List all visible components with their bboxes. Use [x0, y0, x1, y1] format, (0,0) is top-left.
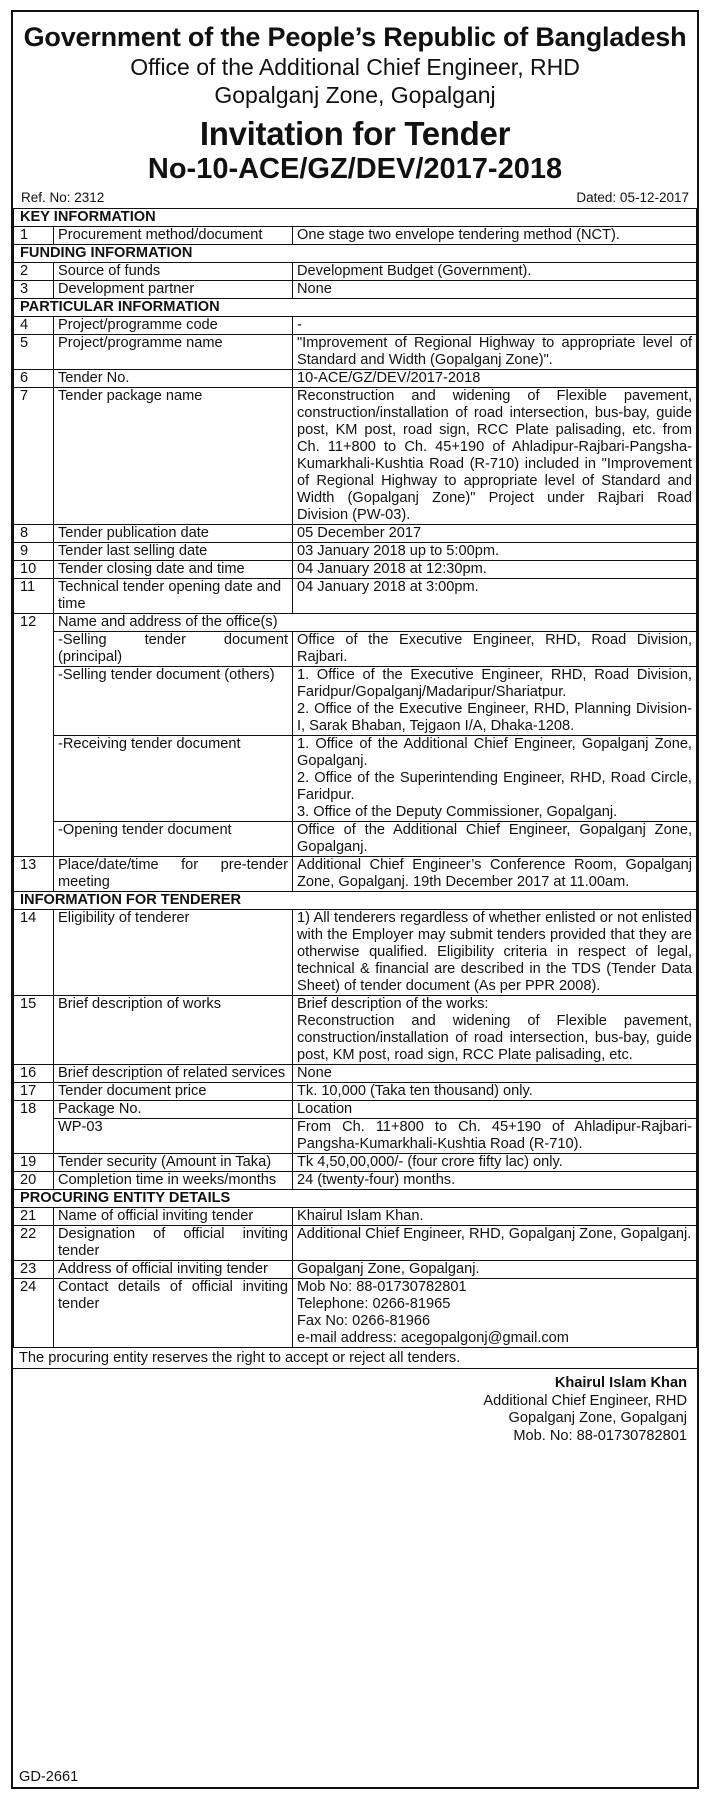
contact-telephone: Telephone: 0266-81965 [297, 1296, 451, 1312]
table-row: -Selling tender document (others) 1. Office of the Executive Engineer, RHD, Road Division, Faridpur/Gopalganj/Madaripur/Shariatpur. 2. Office of the Executive Engineer, RHD, Planning Division-I, Sarak Bhaban, Tejgaon I/A, Dhaka-1208. [14, 667, 697, 736]
table-row: 8 Tender publication date 05 December 2017 [14, 525, 697, 543]
table-row: 17 Tender document price Tk. 10,000 (Taka ten thousand) only. [14, 1083, 697, 1101]
table-row: 9 Tender last selling date 03 January 2018 up to 5:00pm. [14, 543, 697, 561]
table-row: 3 Development partner None [14, 281, 697, 299]
section-procuring-entity-details: PROCURING ENTITY DETAILS [14, 1190, 697, 1208]
office-line: 2. Office of the Executive Engineer, RHD, Planning Division-I, Sarak Bhaban, Tejgaon I/A, Dhaka-1208. [297, 701, 692, 734]
reservation-note: The procuring entity reserves the right to accept or reject all tenders. [13, 1348, 697, 1369]
table-row: WP-03 From Ch. 11+800 to Ch. 45+190 of Ahladipur-Rajbari-Pangsha-Kumarkhali-Kushtia Road (R-710). [14, 1119, 697, 1154]
signatory-office: Gopalganj Zone, Gopalganj [508, 1410, 687, 1426]
section-funding-information: FUNDING INFORMATION [14, 245, 697, 263]
notice-header [13, 22, 697, 186]
table-row: 20 Completion time in weeks/months 24 (twenty-four) months. [14, 1172, 697, 1190]
contact-mobile: Mob No: 88-01730782801 [297, 1279, 467, 1295]
office-line: 1. Office of the Additional Chief Engineer, Gopalganj Zone, Gopalganj. [297, 736, 692, 769]
table-row: -Opening tender document Office of the Additional Chief Engineer, Gopalganj Zone, Gopalganj. [14, 822, 697, 857]
table-row: 11 Technical tender opening date and time 04 January 2018 at 3:00pm. [14, 579, 697, 614]
government-title: Government of the People’s Republic of Bangladesh [23, 22, 687, 52]
table-row: 7 Tender package name Reconstruction and widening of Flexible pavement, construction/installation of road intersection, bus-bay, guide post, KM post, road sign, RCC Plate palisading, etc. from Ch. 11+800 to Ch. 45+190 of Ahladipur-Rajbari-Pangsha-Kumarkhali-Kushtia Road (R-710) included in "Improvement of Regional Highway to appropriate level of Standard and Width (Gopalganj Zone)" Project under Rajbari Road Division (PW-03). [14, 388, 697, 525]
section-particular-information: PARTICULAR INFORMATION [14, 299, 697, 317]
tender-notice-page [11, 10, 699, 1789]
contact-email: e-mail address: acegopalgonj@gmail.com [297, 1330, 569, 1346]
table-row: 13 Place/date/time for pre-tender meeting Additional Chief Engineer’s Conference Room, Gopalganj Zone, Gopalganj. 19th December 2017 at 11.00am. [14, 857, 697, 892]
notice-number: No-10-ACE/GZ/DEV/2017-2018 [147, 153, 563, 185]
table-row: 6 Tender No. 10-ACE/GZ/DEV/2017-2018 [14, 370, 697, 388]
office-line: 2. Office of the Superintending Engineer, RHD, Road Circle, Faridpur. [297, 770, 692, 803]
signatory-designation: Additional Chief Engineer, RHD [483, 1392, 687, 1409]
signature-block [13, 1369, 697, 1445]
table-row: 14 Eligibility of tenderer 1) All tenderers regardless of whether enlisted or not enlisted with the Employer may submit tenders provided that they are otherwise qualified. Eligibility criteria in respect of legal, technical & financial are described in the TDS (Tender Data Sheet) of tender document (As per PPR 2008). [14, 910, 697, 996]
table-row: 24 Contact details of official inviting tender Mob No: 88-01730782801 Telephone: 0266-81965 Fax No: 0266-81966 e-mail address: acegopalgonj@gmail.com [14, 1279, 697, 1348]
table-row: -Receiving tender document 1. Office of the Additional Chief Engineer, Gopalganj Zone, Gopalganj. 2. Office of the Superintending Engineer, RHD, Road Circle, Faridpur. 3. Office of the Deputy Commissioner, Gopalganj. [14, 736, 697, 822]
section-key-information: KEY INFORMATION [14, 209, 697, 227]
table-row: 19 Tender security (Amount in Taka) Tk 4,50,00,000/- (four crore fifty lac) only. [14, 1154, 697, 1172]
office-title: Office of the Additional Chief Engineer, RHD [130, 54, 580, 80]
signatory-name: Khairul Islam Khan [554, 1375, 687, 1391]
ref-number: Ref. No: 2312 [21, 190, 105, 205]
gd-code: GD-2661 [19, 1769, 79, 1785]
table-row: 18 Package No. Location [14, 1101, 697, 1119]
signatory-mobile: Mob. No: 88-01730782801 [513, 1427, 687, 1444]
table-row: 21 Name of official inviting tender Khairul Islam Khan. [14, 1208, 697, 1226]
contact-fax: Fax No: 0266-81966 [297, 1313, 431, 1329]
table-row: 15 Brief description of works Brief description of the works: Reconstruction and widening of Flexible pavement, construction/installation of road intersection, bus-bay, guide post, KM post, road sign, RCC Plate palisading, etc. [14, 996, 697, 1065]
table-row: 22 Designation of official inviting tender Additional Chief Engineer, RHD, Gopalganj Zone, Gopalganj. [14, 1226, 697, 1261]
table-row: 16 Brief description of related services None [14, 1065, 697, 1083]
office-line: 3. Office of the Deputy Commissioner, Gopalganj. [297, 804, 618, 820]
section-information-for-tenderer: INFORMATION FOR TENDERER [14, 892, 697, 910]
works-heading: Brief description of the works: [297, 996, 489, 1012]
reference-line [13, 186, 697, 208]
notice-title: Invitation for Tender [199, 115, 511, 152]
table-row: -Selling tender document (principal) Office of the Executive Engineer, RHD, Road Division, Rajbari. [14, 632, 697, 667]
table-row: 2 Source of funds Development Budget (Government). [14, 263, 697, 281]
office-line: 1. Office of the Executive Engineer, RHD, Road Division, Faridpur/Gopalganj/Madaripur/Shariatpur. [297, 667, 692, 700]
dated: Dated: 05-12-2017 [576, 190, 689, 205]
table-row: 1 Procurement method/document One stage two envelope tendering method (NCT). [14, 227, 697, 245]
table-row: 12 Name and address of the office(s) [14, 614, 697, 632]
tender-info-table [13, 208, 697, 1348]
table-row: 10 Tender closing date and time 04 January 2018 at 12:30pm. [14, 561, 697, 579]
works-text: Reconstruction and widening of Flexible pavement, construction/installation of road intersection, bus-bay, guide post, KM post, road sign, RCC Plate palisading, etc. [297, 1013, 692, 1063]
table-row: 23 Address of official inviting tender Gopalganj Zone, Gopalganj. [14, 1261, 697, 1279]
table-row: 5 Project/programme name "Improvement of Regional Highway to appropriate level of Standard and Width (Gopalganj Zone)". [14, 335, 697, 370]
table-row: 4 Project/programme code - [14, 317, 697, 335]
zone-title: Gopalganj Zone, Gopalganj [214, 82, 496, 108]
